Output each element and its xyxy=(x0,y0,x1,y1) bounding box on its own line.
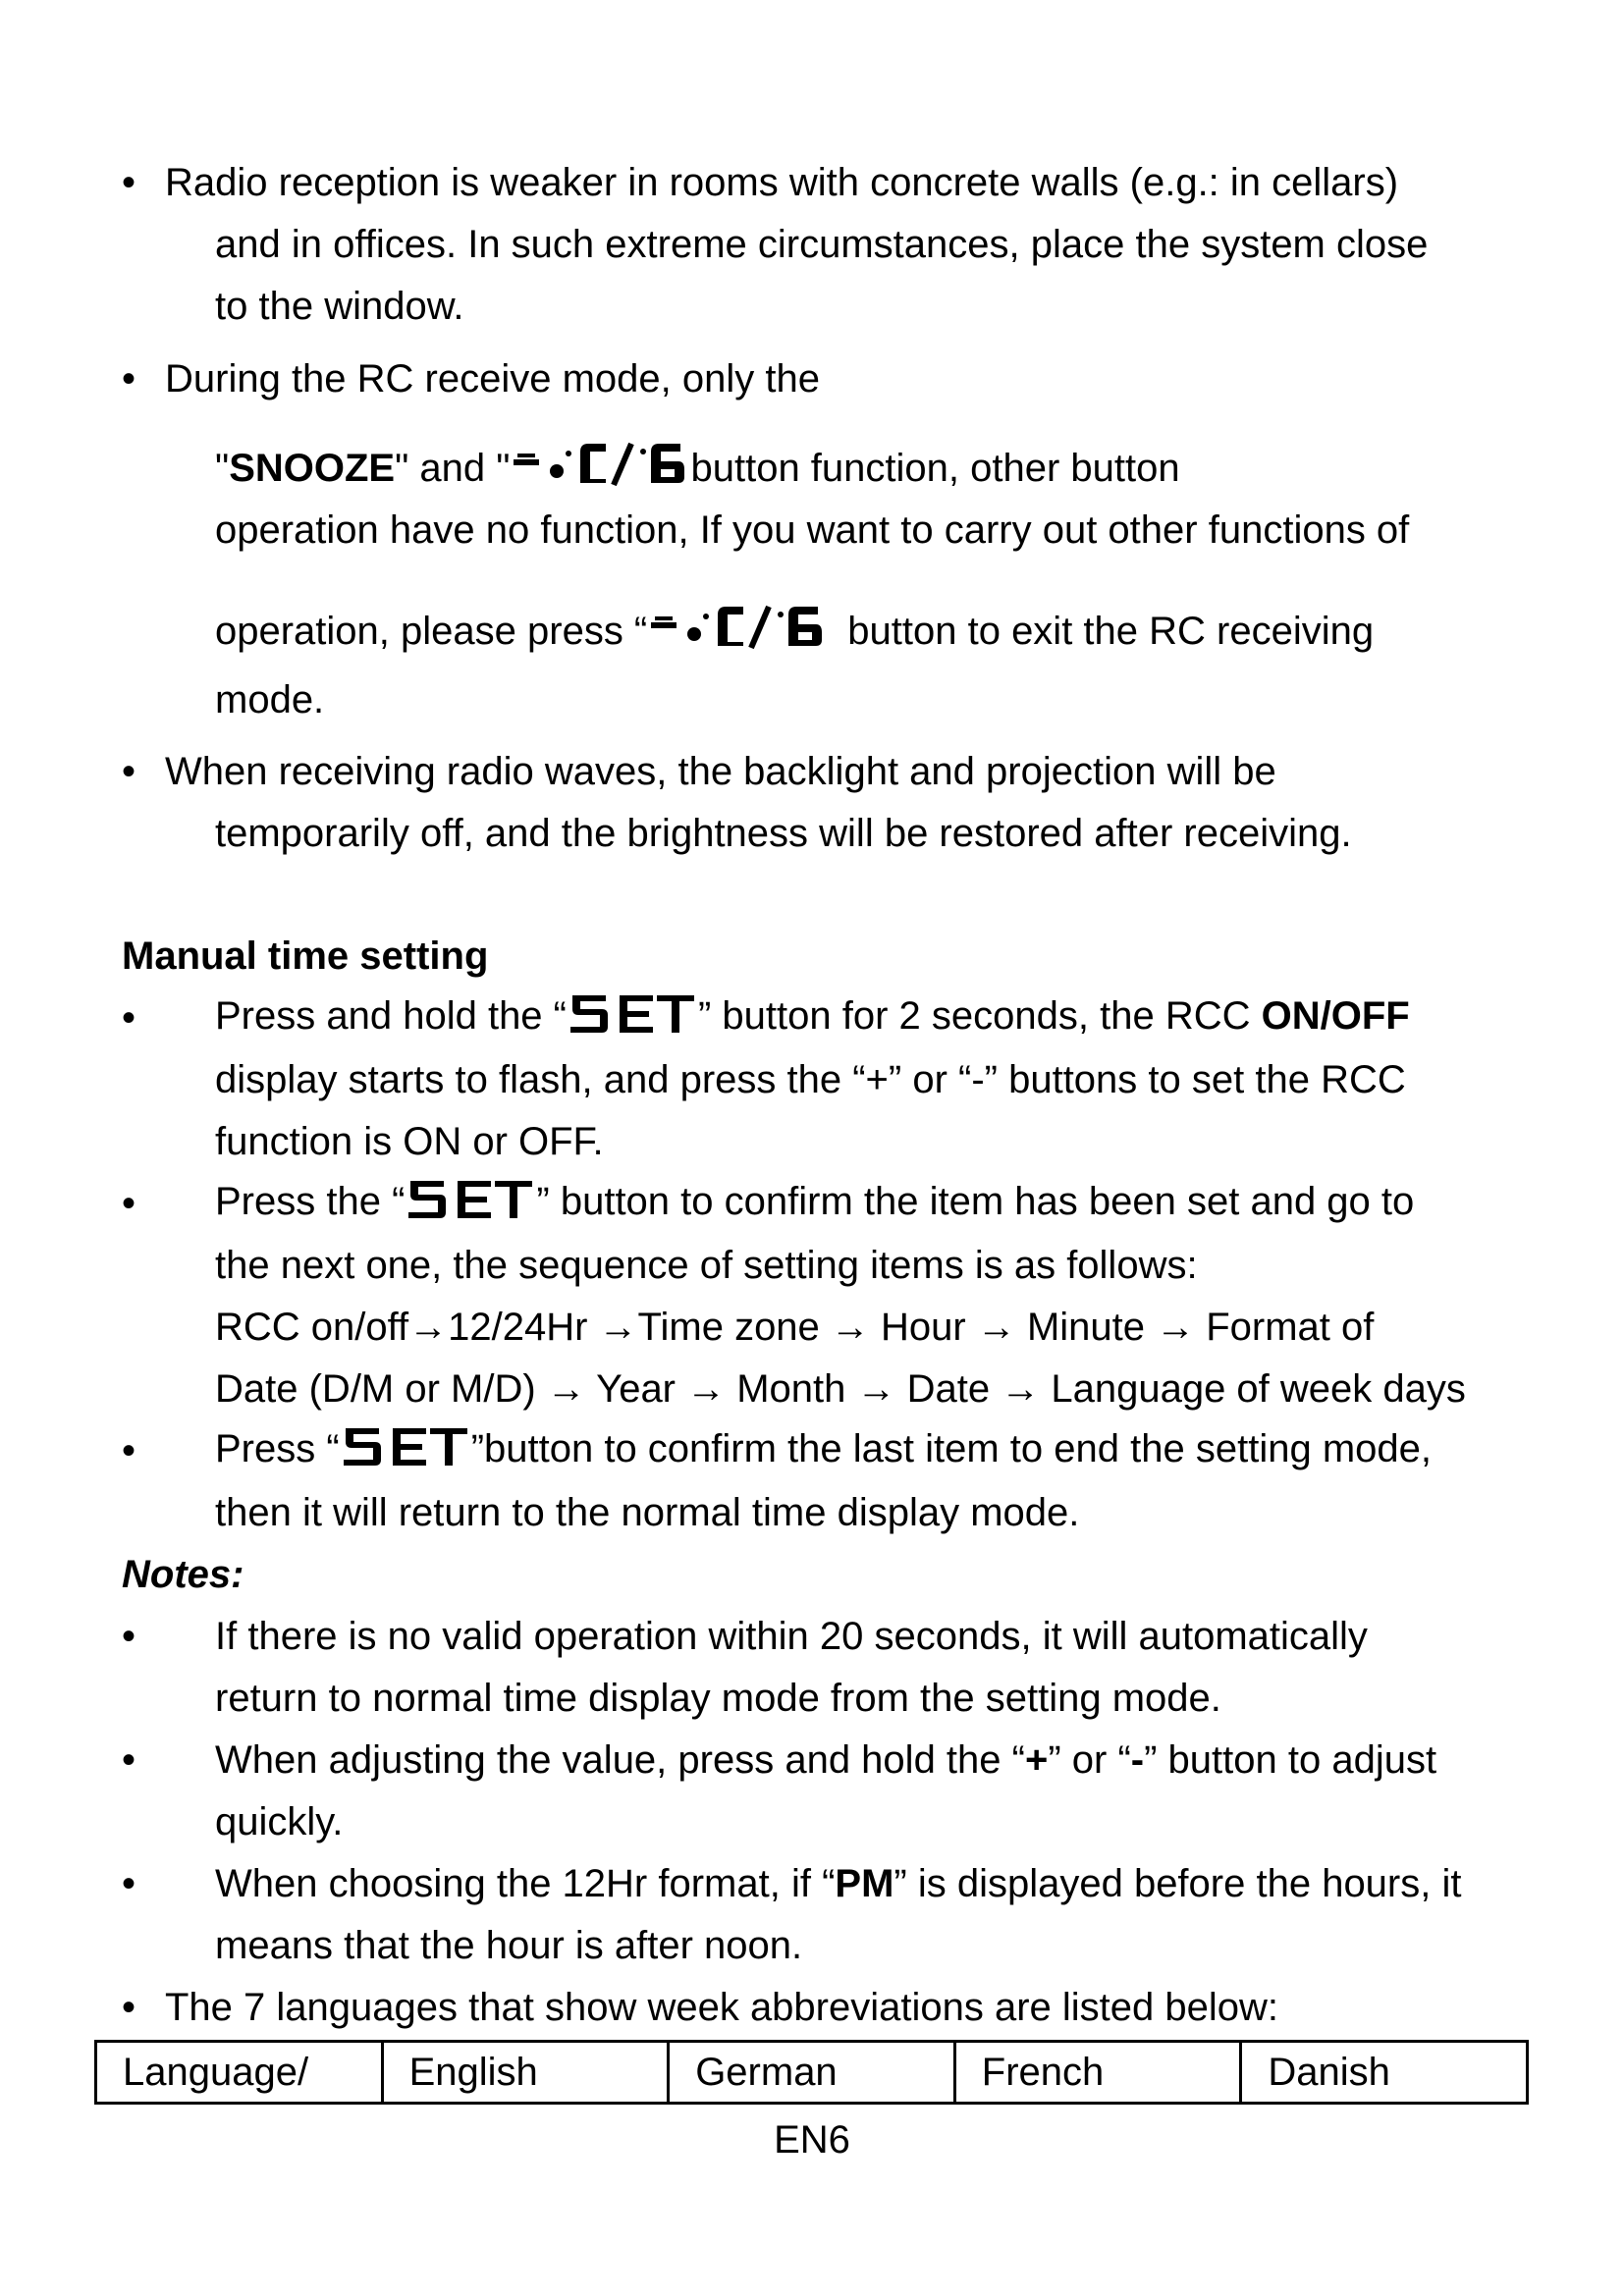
snooze-label: SNOOZE xyxy=(229,447,396,490)
paragraph-line: When adjusting the value, press and hold the “+” or “-” button to adjust xyxy=(215,1738,1437,1782)
bullet-dot: • xyxy=(122,1429,136,1472)
paragraph-line: Radio reception is weaker in rooms with concrete walls (e.g.: in cellars) xyxy=(165,161,1399,204)
paragraph-line: mode. xyxy=(215,678,325,721)
set-button-icon xyxy=(406,1179,534,1225)
paragraph-line: function is ON or OFF. xyxy=(215,1120,604,1163)
snooze-line: "SNOOZE" and " button function, other button xyxy=(215,440,1180,494)
alarm-light-icon xyxy=(512,440,688,494)
set-button-icon xyxy=(568,993,696,1040)
press-line: operation, please press “ button to exit the RC receiving xyxy=(215,603,1374,657)
paragraph-line: When choosing the 12Hr format, if “PM” is displayed before the hours, it xyxy=(215,1862,1462,1905)
section-heading: Manual time setting xyxy=(122,934,489,978)
paragraph-line: When receiving radio waves, the backlight and projection will be xyxy=(165,750,1276,793)
table-header-cell: German xyxy=(669,2042,955,2104)
bullet-dot: • xyxy=(122,1615,136,1658)
paragraph-line: return to normal time display mode from the setting mode. xyxy=(215,1677,1221,1720)
language-table xyxy=(94,2040,1529,2105)
bullet-dot: • xyxy=(122,1986,136,2029)
paragraph-line: temporarily off, and the brightness will be restored after receiving. xyxy=(215,812,1352,855)
paragraph-line: Press and hold the “ ” button for 2 seconds, the RCC ON/OFF xyxy=(215,994,1410,1038)
paragraph-line: means that the hour is after noon. xyxy=(215,1924,803,1967)
table-header-cell: Language/ xyxy=(96,2042,383,2104)
paragraph-line: and in offices. In such extreme circumstances, place the system close xyxy=(215,223,1429,266)
table-row xyxy=(96,2042,1528,2104)
table-header-cell: English xyxy=(382,2042,669,2104)
page-number: EN6 xyxy=(774,2118,850,2162)
bullet-dot: • xyxy=(122,1182,136,1225)
paragraph-line: then it will return to the normal time display mode. xyxy=(215,1491,1080,1534)
notes-heading: Notes: xyxy=(122,1553,244,1596)
paragraph-line: The 7 languages that show week abbreviations are listed below: xyxy=(165,1986,1279,2029)
bullet-dot: • xyxy=(122,996,136,1040)
paragraph-line: Date (D/M or M/D) → Year → Month → Date → Language of week days xyxy=(215,1367,1466,1411)
paragraph-line: display starts to flash, and press the “+” or “-” buttons to set the RCC xyxy=(215,1058,1406,1101)
paragraph-line: RCC on/off→12/24Hr →Time zone → Hour → Minute → Format of xyxy=(215,1306,1375,1349)
bullet-dot: • xyxy=(122,1862,136,1905)
paragraph-line: quickly. xyxy=(215,1800,344,1843)
paragraph-line: If there is no valid operation within 20 seconds, it will automatically xyxy=(215,1615,1368,1658)
table-header-cell: French xyxy=(954,2042,1241,2104)
paragraph-line: During the RC receive mode, only the xyxy=(165,357,820,400)
paragraph-line: Press the “ ” button to confirm the item has been set and go to xyxy=(215,1180,1415,1223)
paragraph-line: operation have no function, If you want to carry out other functions of xyxy=(215,508,1410,552)
alarm-light-icon xyxy=(649,603,845,657)
paragraph-line: Press “ ”button to confirm the last item to end the setting mode, xyxy=(215,1427,1432,1470)
table-header-cell: Danish xyxy=(1241,2042,1528,2104)
bullet-dot: • xyxy=(122,750,136,793)
paragraph-line: the next one, the sequence of setting items is as follows: xyxy=(215,1244,1198,1287)
paragraph-line: to the window. xyxy=(215,285,464,328)
set-button-icon xyxy=(342,1426,469,1472)
bullet-dot: • xyxy=(122,357,136,400)
bullet-dot: • xyxy=(122,1738,136,1782)
bullet-dot: • xyxy=(122,161,136,204)
